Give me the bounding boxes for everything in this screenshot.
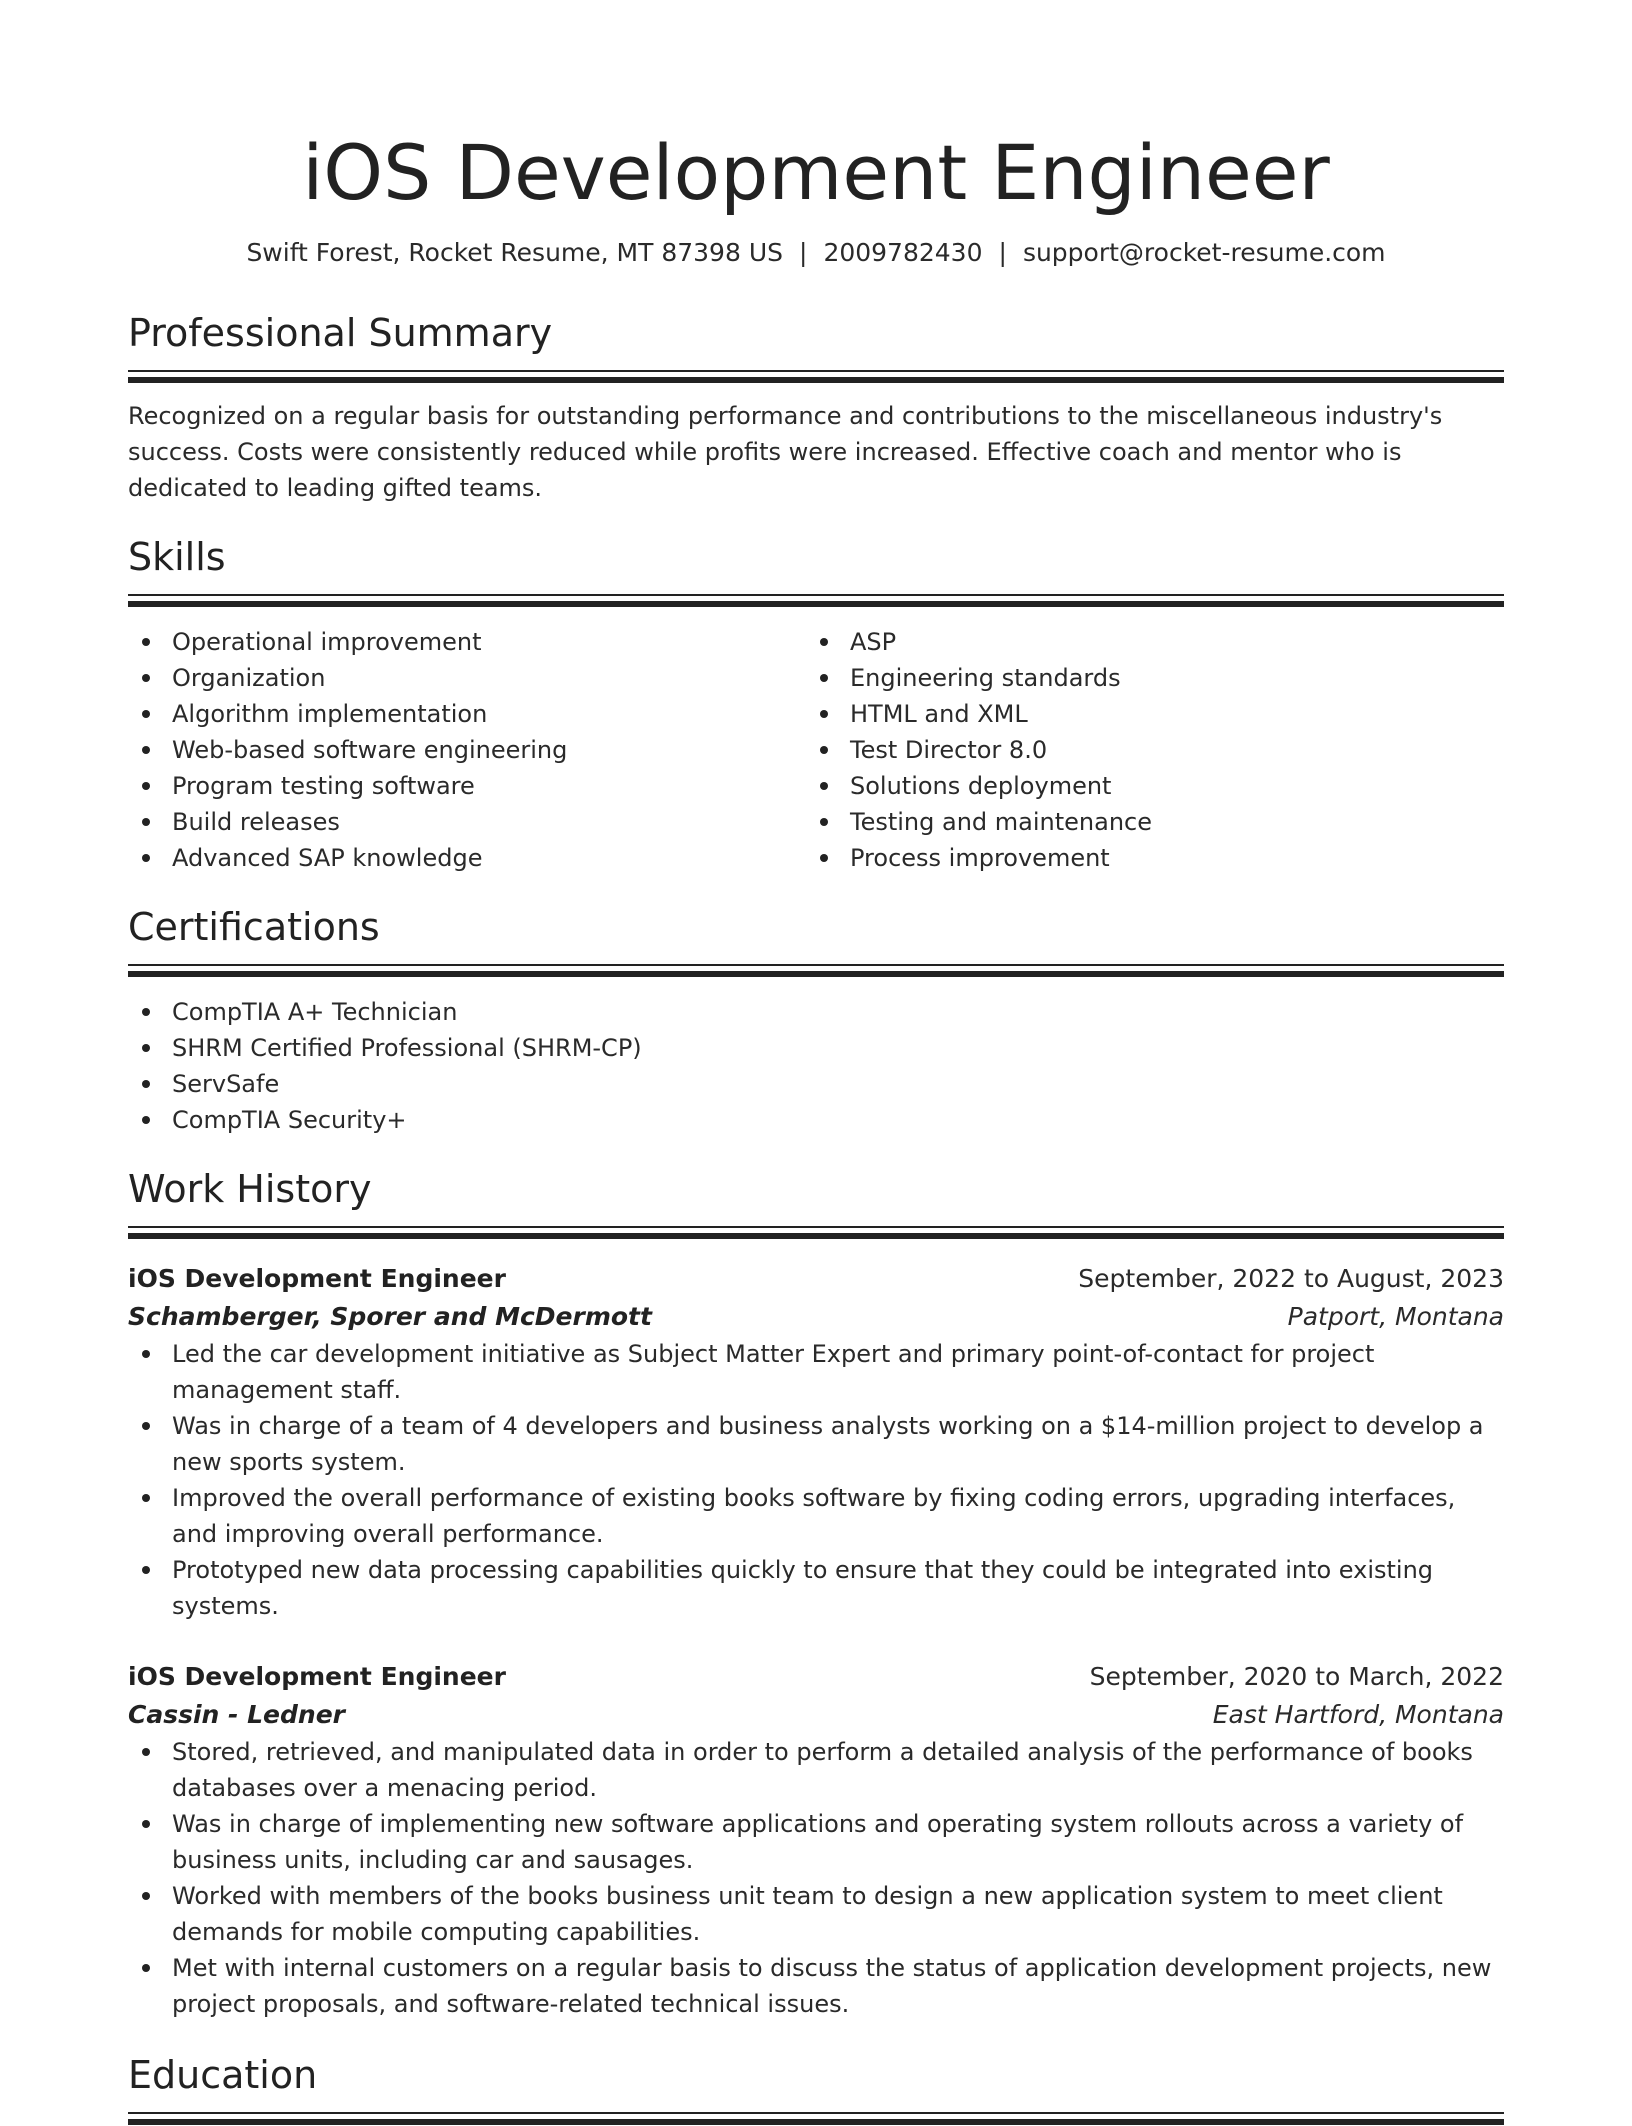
skill-item-text: Advanced SAP knowledge xyxy=(172,844,483,872)
bullet-dot-icon xyxy=(142,1964,150,1972)
skills-column-right xyxy=(806,624,1484,876)
summary-text: Recognized on a regular basis for outstanding performance and contributions to the miscellaneous industry's success. Costs were consistently reduced while profits were increased. Effective coach and mentor who is dedicated to leading gifted teams. xyxy=(128,402,1443,502)
job-bullet xyxy=(128,1950,1504,2022)
certification-item xyxy=(128,1066,1504,1102)
job-company-row xyxy=(128,1298,1504,1336)
bullet-dot-icon xyxy=(142,818,150,826)
education-title: Education xyxy=(128,2053,318,2097)
education-section xyxy=(128,2050,1504,2126)
certifications-list xyxy=(128,994,1504,1138)
job-bullet-text: Prototyped new data processing capabilities quickly to ensure that they could be integrated into existing systems. xyxy=(172,1556,1434,1620)
resume-name-heading: iOS Development Engineer xyxy=(302,128,1330,217)
job-title-row xyxy=(128,1260,1504,1298)
job-company-row xyxy=(128,1696,1504,1734)
job-bullet-text: Stored, retrieved, and manipulated data in order to perform a detailed analysis of the performance of books databases over a menacing period. xyxy=(172,1738,1473,1802)
bullet-dot-icon xyxy=(820,782,828,790)
bullet-dot-icon xyxy=(142,1116,150,1124)
certification-item xyxy=(128,1102,1504,1138)
summary-title: Professional Summary xyxy=(128,311,553,355)
bullet-dot-icon xyxy=(820,638,828,646)
bullet-dot-icon xyxy=(142,1566,150,1574)
bullet-dot-icon xyxy=(142,1044,150,1052)
skill-item-text: Algorithm implementation xyxy=(172,700,488,728)
job-bullet-text: Met with internal customers on a regular basis to discuss the status of application development projects, new project proposals, and software-related technical issues. xyxy=(172,1954,1492,2018)
skill-item xyxy=(806,840,1484,876)
skill-item-text: Solutions deployment xyxy=(850,772,1112,800)
bullet-dot-icon xyxy=(142,638,150,646)
skill-item-text: Organization xyxy=(172,664,326,692)
skill-item-text: Process improvement xyxy=(850,844,1110,872)
bullet-dot-icon xyxy=(142,1350,150,1358)
job-bullet xyxy=(128,1408,1504,1480)
bullet-dot-icon xyxy=(142,746,150,754)
section-divider xyxy=(128,2112,1504,2126)
contact-address: Swift Forest, Rocket Resume, MT 87398 US xyxy=(246,238,783,267)
job-title: iOS Development Engineer xyxy=(128,1662,506,1691)
skills-title: Skills xyxy=(128,535,226,579)
skill-item xyxy=(128,660,806,696)
work-history-section xyxy=(128,1164,1504,2022)
bullet-dot-icon xyxy=(142,854,150,862)
job-dates: September, 2020 to March, 2022 xyxy=(1089,1662,1504,1691)
skills-list-left xyxy=(128,624,806,876)
contact-phone: 2009782430 xyxy=(823,238,983,267)
job-bullet-text: Was in charge of implementing new software applications and operating system rollouts across a variety of business units, including car and sausages. xyxy=(172,1810,1464,1874)
bullet-dot-icon xyxy=(820,818,828,826)
job-location: Patport, Montana xyxy=(1287,1302,1504,1331)
contact-separator: | xyxy=(998,238,1007,267)
job-bullet-list xyxy=(128,1336,1504,1624)
job-bullet-text: Was in charge of a team of 4 developers and business analysts working on a $14-million project to develop a new sports system. xyxy=(172,1412,1484,1476)
certification-item xyxy=(128,994,1504,1030)
job-title-row xyxy=(128,1658,1504,1696)
job-title: iOS Development Engineer xyxy=(128,1264,506,1293)
certification-item-text: ServSafe xyxy=(172,1070,280,1098)
skill-item-text: Testing and maintenance xyxy=(850,808,1153,836)
job-entry xyxy=(128,1658,1504,2022)
job-bullet xyxy=(128,1552,1504,1624)
section-divider xyxy=(128,964,1504,978)
job-bullet-text: Led the car development initiative as Subject Matter Expert and primary point-of-contact for project management staff. xyxy=(172,1340,1375,1404)
bullet-dot-icon xyxy=(142,674,150,682)
section-divider xyxy=(128,370,1504,384)
job-company: Schamberger, Sporer and McDermott xyxy=(128,1302,652,1331)
skill-item-text: Program testing software xyxy=(172,772,475,800)
job-bullet xyxy=(128,1734,1504,1806)
job-bullet xyxy=(128,1878,1504,1950)
skill-item xyxy=(128,696,806,732)
section-divider xyxy=(128,1226,1504,1240)
job-company: Cassin - Ledner xyxy=(128,1700,345,1729)
skill-item-text: ASP xyxy=(850,628,897,656)
contact-line xyxy=(128,236,1504,270)
job-bullet xyxy=(128,1336,1504,1408)
resume-page xyxy=(128,0,1504,2126)
jobs-container xyxy=(128,1260,1504,2022)
contact-email: support@rocket-resume.com xyxy=(1022,238,1386,267)
job-entry xyxy=(128,1260,1504,1624)
skill-item xyxy=(128,732,806,768)
bullet-dot-icon xyxy=(820,854,828,862)
skills-columns xyxy=(128,624,1504,876)
bullet-dot-icon xyxy=(142,1494,150,1502)
skill-item-text: Web-based software engineering xyxy=(172,736,568,764)
work-history-title: Work History xyxy=(128,1167,372,1211)
certifications-section xyxy=(128,902,1504,1138)
bullet-dot-icon xyxy=(142,1892,150,1900)
skills-section xyxy=(128,532,1504,876)
bullet-dot-icon xyxy=(142,1422,150,1430)
skill-item-text: Test Director 8.0 xyxy=(850,736,1048,764)
bullet-dot-icon xyxy=(142,1820,150,1828)
job-bullet-text: Worked with members of the books business unit team to design a new application system to meet client demands for mobile computing capabilities. xyxy=(172,1882,1443,1946)
skill-item xyxy=(806,660,1484,696)
certifications-title: Certifications xyxy=(128,905,380,949)
skill-item xyxy=(806,804,1484,840)
certification-item-text: CompTIA A+ Technician xyxy=(172,998,458,1026)
job-dates: September, 2022 to August, 2023 xyxy=(1078,1264,1504,1293)
certification-item xyxy=(128,1030,1504,1066)
bullet-dot-icon xyxy=(820,674,828,682)
bullet-dot-icon xyxy=(142,1748,150,1756)
job-bullet-text: Improved the overall performance of existing books software by fixing coding errors, upgrading interfaces, and improving overall performance. xyxy=(172,1484,1456,1548)
certification-item-text: SHRM Certified Professional (SHRM-CP) xyxy=(172,1034,642,1062)
bullet-dot-icon xyxy=(142,1080,150,1088)
skill-item-text: Build releases xyxy=(172,808,340,836)
skill-item xyxy=(128,840,806,876)
skill-item xyxy=(128,804,806,840)
skill-item-text: Operational improvement xyxy=(172,628,482,656)
job-location: East Hartford, Montana xyxy=(1212,1700,1504,1729)
section-divider xyxy=(128,594,1504,608)
skill-item-text: Engineering standards xyxy=(850,664,1121,692)
bullet-dot-icon xyxy=(142,782,150,790)
job-bullet-list xyxy=(128,1734,1504,2022)
bullet-dot-icon xyxy=(820,710,828,718)
skill-item xyxy=(806,768,1484,804)
skill-item xyxy=(128,768,806,804)
skill-item xyxy=(128,624,806,660)
skill-item-text: HTML and XML xyxy=(850,700,1028,728)
bullet-dot-icon xyxy=(820,746,828,754)
certification-item-text: CompTIA Security+ xyxy=(172,1106,407,1134)
skill-item xyxy=(806,696,1484,732)
bullet-dot-icon xyxy=(142,710,150,718)
summary-section xyxy=(128,308,1504,506)
skills-list-right xyxy=(806,624,1484,876)
skill-item xyxy=(806,732,1484,768)
job-bullet xyxy=(128,1480,1504,1552)
job-bullet xyxy=(128,1806,1504,1878)
contact-separator: | xyxy=(799,238,808,267)
skill-item xyxy=(806,624,1484,660)
skills-column-left xyxy=(128,624,806,876)
bullet-dot-icon xyxy=(142,1008,150,1016)
